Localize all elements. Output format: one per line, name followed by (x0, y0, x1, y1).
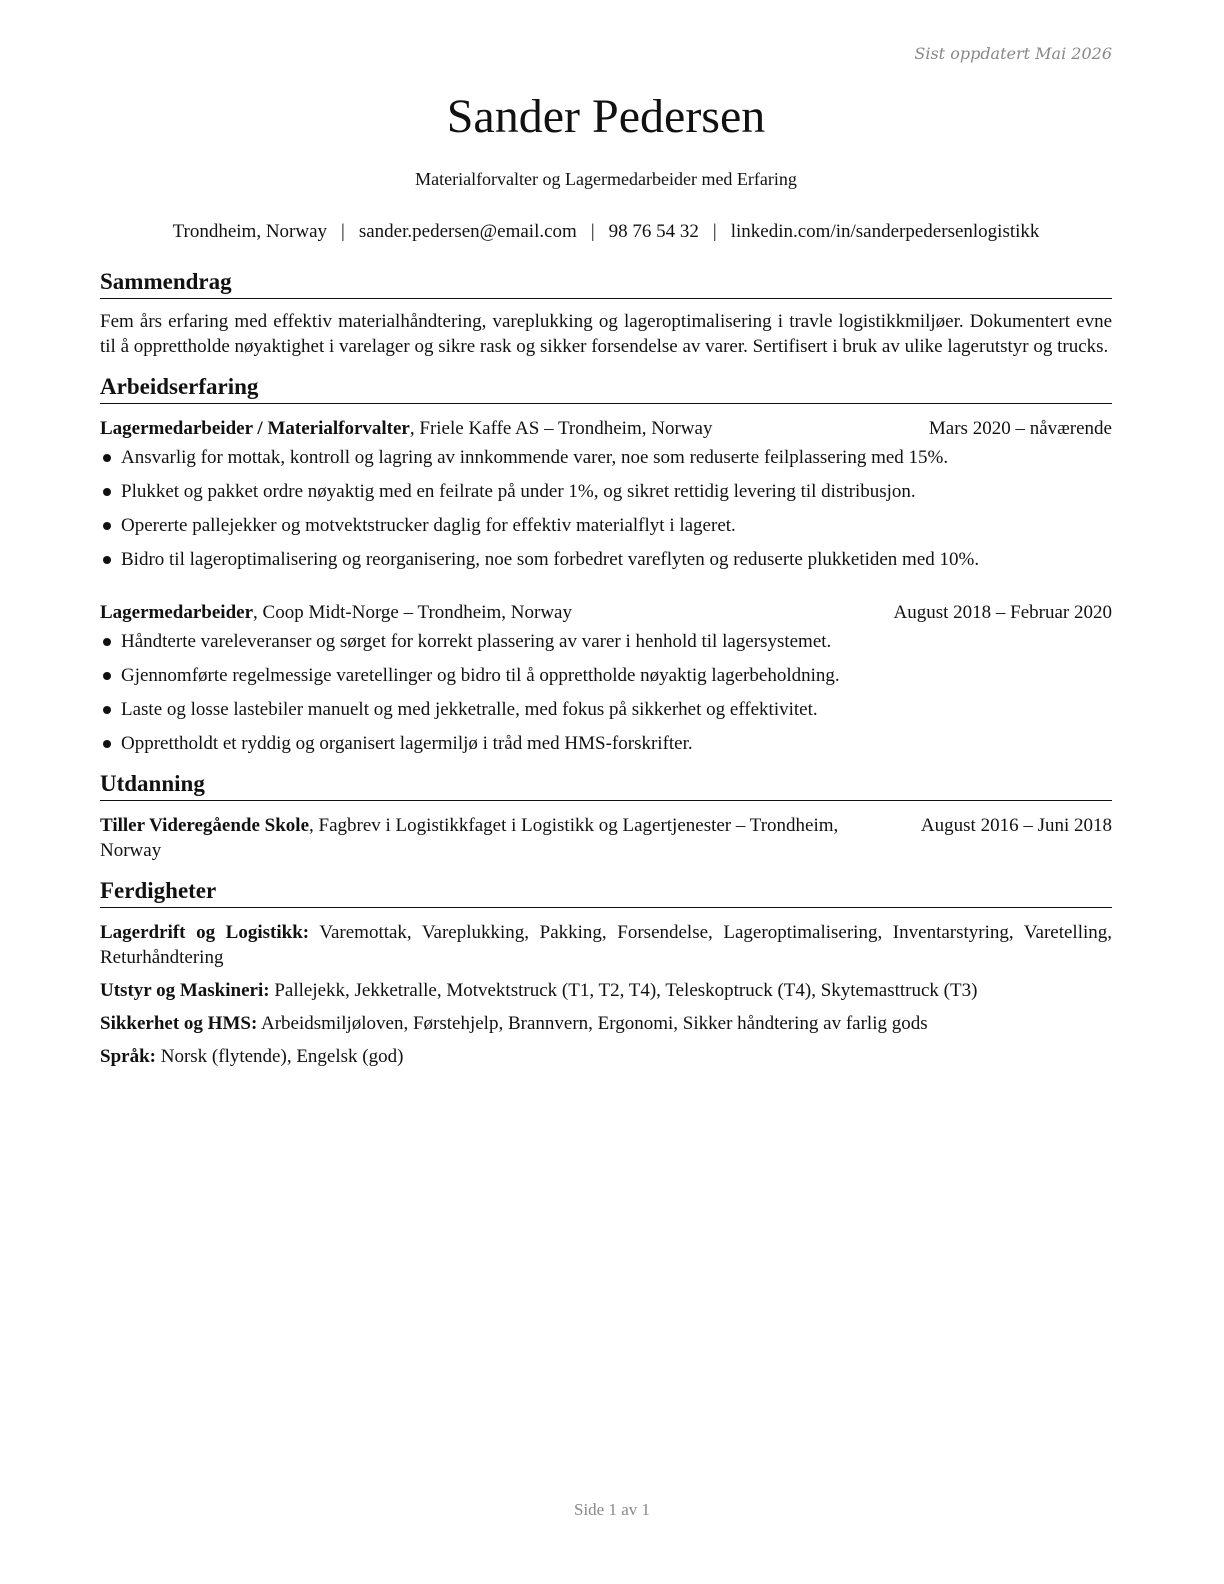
job-title-line (100, 416, 929, 441)
contact-separator: | (712, 221, 717, 242)
last-updated: Sist oppdatert Mai 2026 (914, 44, 1112, 63)
bullet-text: Bidro til lageroptimalisering og reorganisering, noe som forbedret vareflyten og reduserte plukketiden med 10%. (121, 549, 980, 570)
bullet-icon (103, 672, 111, 680)
bullet-icon (103, 638, 111, 646)
job-header (100, 600, 1112, 625)
resume-body (100, 268, 1112, 1083)
bullet-icon (103, 454, 111, 462)
list-item (100, 697, 1112, 722)
summary-text: Fem års erfaring med effektiv materialhåndtering, vareplukking og lageroptimalisering i travle logistikkmiljøer. Dokumentert evne til å opprettholde nøyaktighet i varelager og sikre rask og sikker forsendelse av varer. Sertifisert i bruk av ulike lagerutstyr og trucks. (100, 311, 1112, 357)
education-school: Tiller Videregående Skole (100, 815, 310, 836)
education-detail: , Fagbrev i Logistikkfaget i Logistikk og Lagertjenester – Trondheim, Norway (100, 815, 839, 861)
job-dates: August 2018 – Februar 2020 (893, 602, 1112, 623)
bullet-icon (103, 706, 111, 714)
skill-value: Arbeidsmiljøloven, Førstehjelp, Brannvern, Ergonomi, Sikker håndtering av farlig gods (257, 1013, 928, 1034)
contact-separator: | (341, 221, 345, 242)
job-header (100, 416, 1112, 441)
candidate-name: Sander Pedersen (446, 90, 766, 143)
skill-value: Pallejekk, Jekketralle, Motvektstruck (T1, T2, T4), Teleskoptruck (T4), Skytemasttruck (T3) (269, 980, 978, 1001)
bullet-text: Laste og losse lastebiler manuelt og med jekketralle, med fokus på sikkerhet og effektivitet. (121, 699, 818, 720)
section-title-summary: Sammendrag (100, 268, 1112, 299)
skill-label: Språk: (100, 1046, 156, 1067)
education-dates: August 2016 – Juni 2018 (920, 815, 1112, 836)
list-item (100, 663, 1112, 688)
bullet-icon (103, 488, 111, 496)
list-item (100, 547, 1112, 572)
section-title-education: Utdanning (100, 770, 1112, 801)
bullet-text: Plukket og pakket ordre nøyaktig med en feilrate på under 1%, og sikret rettidig levering til distribusjon. (121, 481, 916, 502)
list-item (100, 731, 1112, 756)
experience-section (100, 373, 1112, 756)
contact-email[interactable]: sander.pedersen@email.com (358, 221, 577, 242)
list-item (100, 479, 1112, 504)
job-bullets (100, 445, 1112, 572)
contact-phone: 98 76 54 32 (608, 221, 699, 242)
skill-label: Utstyr og Maskineri: (100, 980, 270, 1001)
job-role: Lagermedarbeider (100, 602, 254, 623)
job-dates: Mars 2020 – nåværende (928, 418, 1112, 439)
education-title-line (100, 813, 921, 863)
list-item (100, 445, 1112, 470)
skill-line (100, 1044, 1112, 1069)
bullet-icon (103, 740, 111, 748)
contact-linkedin[interactable]: linkedin.com/in/sanderpedersenlogistikk (730, 221, 1040, 242)
bullet-text: Gjennomførte regelmessige varetellinger og bidro til å opprettholde nøyaktig lagerbeholdning. (121, 665, 840, 686)
bullet-icon (103, 522, 111, 530)
skill-value: Varemottak, Vareplukking, Pakking, Forsendelse, Lageroptimalisering, Inventarstyring, Varetelling, Returhåndtering (100, 922, 1112, 968)
page-number: Side 1 av 1 (573, 1500, 651, 1519)
skills-section (100, 877, 1112, 1069)
contact-line (100, 219, 1112, 245)
contact-location: Trondheim, Norway (172, 221, 328, 242)
summary-section (100, 268, 1112, 359)
education-entry (100, 813, 1112, 863)
bullet-text: Håndterte vareleveranser og sørget for korrekt plassering av varer i henhold til lagersystemet. (121, 631, 832, 652)
list-item (100, 513, 1112, 538)
candidate-headline: Materialforvalter og Lagermedarbeider med Erfaring (415, 169, 797, 189)
bullet-text: Opererte pallejekker og motvektstrucker daglig for effektiv materialflyt i lageret. (121, 515, 736, 536)
section-title-skills: Ferdigheter (100, 877, 1112, 908)
bullet-icon (103, 556, 111, 564)
contact-separator: | (590, 221, 595, 242)
skill-line (100, 978, 1112, 1003)
skill-value: Norsk (flytende), Engelsk (god) (155, 1046, 404, 1067)
bullet-text: Opprettholdt et ryddig og organisert lagermiljø i tråd med HMS-forskrifter. (121, 733, 693, 754)
skill-line (100, 920, 1112, 970)
skill-label: Lagerdrift og Logistikk: (100, 922, 310, 943)
bullet-text: Ansvarlig for mottak, kontroll og lagring av innkommende varer, noe som reduserte feilplassering med 15%. (121, 447, 949, 468)
education-section (100, 770, 1112, 863)
job-title-line (100, 600, 878, 625)
job-entry (100, 600, 1112, 756)
job-entry (100, 416, 1112, 572)
job-company: , Coop Midt-Norge – Trondheim, Norway (253, 602, 572, 623)
job-company: , Friele Kaffe AS – Trondheim, Norway (409, 418, 713, 439)
job-role: Lagermedarbeider / Materialforvalter (100, 418, 410, 439)
skill-label: Sikkerhet og HMS: (100, 1013, 258, 1034)
list-item (100, 629, 1112, 654)
skill-line (100, 1011, 1112, 1036)
job-bullets (100, 629, 1112, 756)
section-title-experience: Arbeidserfaring (100, 373, 1112, 404)
